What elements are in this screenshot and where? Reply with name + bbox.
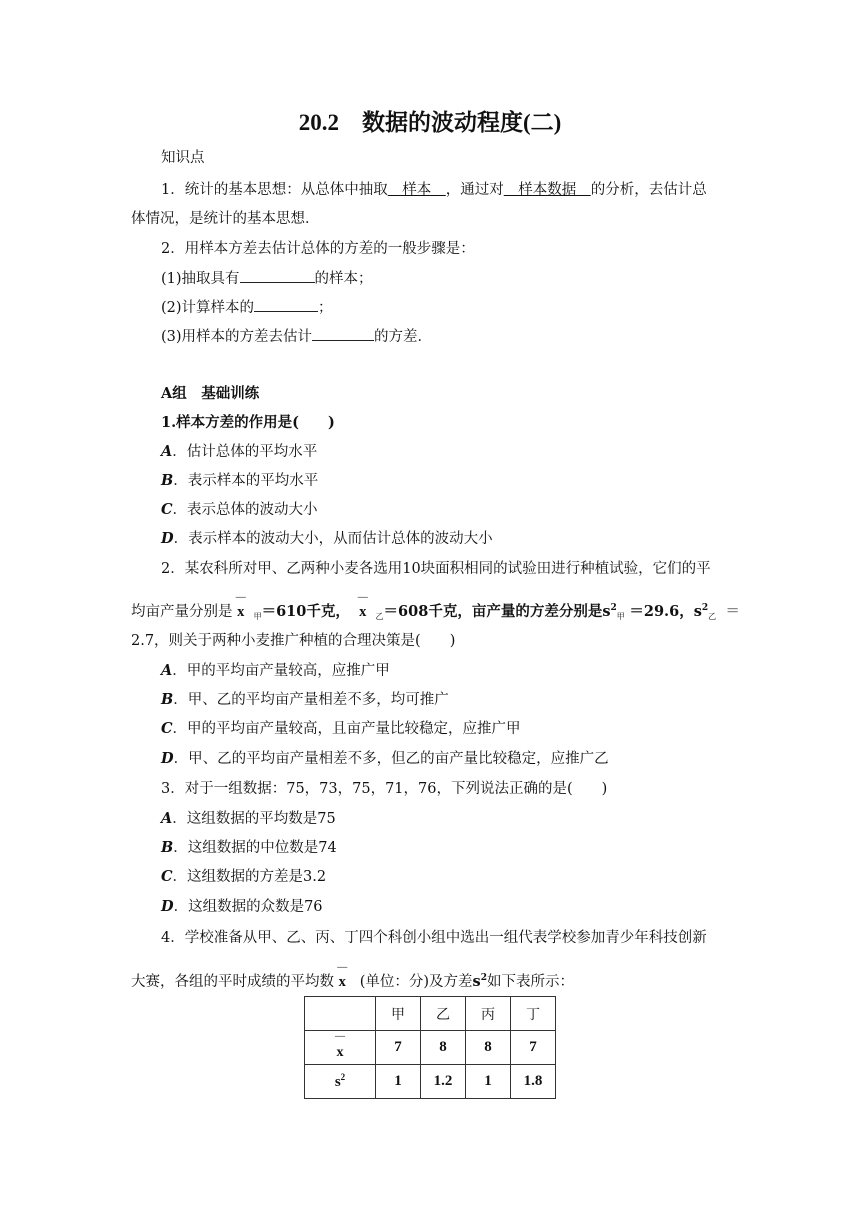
section-heading-group-a: A组 基础训练 — [161, 385, 260, 402]
mean-symbol: — x — [337, 962, 348, 990]
question-2-line-1: 2．某农科所对甲、乙两种小麦各选用10块面积相同的试验田进行种植试验，它们的平 — [161, 561, 711, 577]
table-header-cell: 乙 — [421, 997, 466, 1031]
knowledge-point-1-cont: 体情况，是统计的基本思想． — [131, 211, 320, 227]
stats-table — [304, 996, 556, 1099]
table-row — [305, 1065, 556, 1099]
q1-option-a: A．估计总体的平均水平 — [161, 443, 318, 460]
table-cell: 1 — [466, 1065, 511, 1099]
fill-blank — [254, 297, 318, 312]
question-4-line-1: 4．学校准备从甲、乙、丙、丁四个科创小组中选出一组代表学校参加青少年科技创新 — [161, 930, 707, 946]
q1-option-b: B．表示样本的平均水平 — [161, 472, 319, 489]
q2-option-b: B．甲、乙的平均亩产量相差不多，均可推广 — [161, 691, 449, 708]
row-label-mean: — x — [305, 1031, 376, 1065]
section-heading-knowledge: 知识点 — [161, 150, 205, 166]
question-1-stem: 1.样本方差的作用是( ) — [161, 414, 335, 431]
table-cell: 8 — [466, 1031, 511, 1065]
table-header-cell: 甲 — [376, 997, 421, 1031]
table-header-row — [305, 997, 556, 1031]
q1-option-d: D．表示样本的波动大小，从而估计总体的波动大小 — [161, 530, 493, 547]
step-3: (3)用样本的方差去估计 的方差． — [161, 326, 432, 347]
table-cell: 7 — [376, 1031, 421, 1065]
knowledge-point-1: 1．统计的基本思想：从总体中抽取 样本 ，通过对 样本数据 的分析，去估计总 — [161, 182, 707, 198]
question-3-stem: 3．对于一组数据：75，73，75，71，76，下列说法正确的是( ) — [161, 781, 608, 797]
q2-option-a: A．甲的平均亩产量较高，应推广甲 — [161, 662, 390, 679]
step-1: (1)抽取具有 的样本； — [161, 268, 373, 289]
knowledge-point-2: 2．用样本方差去估计总体的方差的一般步骤是： — [161, 241, 475, 257]
table-cell — [305, 997, 376, 1031]
question-2-line-3: 2.7，则关于两种小麦推广种植的合理决策是( ) — [131, 633, 456, 649]
fill-blank — [312, 326, 374, 341]
table-header-cell: 丙 — [466, 997, 511, 1031]
table-cell: 7 — [511, 1031, 556, 1065]
q3-option-d: D．这组数据的众数是76 — [161, 898, 323, 915]
table-row — [305, 1031, 556, 1065]
q2-option-d: D．甲、乙的平均亩产量相差不多，但乙的亩产量比较稳定，应推广乙 — [161, 750, 609, 767]
mean-symbol: — x — [357, 592, 368, 620]
q3-option-c: C．这组数据的方差是3.2 — [161, 868, 327, 885]
step-2: (2)计算样本的 ； — [161, 297, 333, 318]
page-title: 20.2 数据的波动程度(二) — [298, 110, 562, 135]
table-cell: 1 — [376, 1065, 421, 1099]
table-cell: 1.2 — [421, 1065, 466, 1099]
q3-option-b: B．这组数据的中位数是74 — [161, 839, 337, 856]
table-header-cell: 丁 — [511, 997, 556, 1031]
row-label-variance: $s^2$ — [305, 1065, 376, 1099]
question-4-line-2: 大赛，各组的平时成绩的平均数 — x (单位：分)及方差$s^2$如下表所示： — [131, 962, 574, 990]
table-cell: 1.8 — [511, 1065, 556, 1099]
question-2-line-2: 均亩产量分别是 — x $_甲$＝610千克， — x $_乙$＝608千克，亩产量的方差分别是$s^2_甲 =29.6$，$s^2_乙$ ＝ — [131, 592, 740, 621]
mean-symbol: — x — [235, 592, 246, 620]
answer-sample: 样本 — [387, 182, 446, 198]
table-cell: 8 — [421, 1031, 466, 1065]
q2-option-c: C．甲的平均亩产量较高，且亩产量比较稳定，应推广甲 — [161, 720, 521, 737]
q3-option-a: A．这组数据的平均数是75 — [161, 810, 336, 827]
answer-sample-data: 样本数据 — [503, 182, 591, 198]
q1-option-c: C．表示总体的波动大小 — [161, 501, 318, 518]
fill-blank — [240, 268, 315, 283]
